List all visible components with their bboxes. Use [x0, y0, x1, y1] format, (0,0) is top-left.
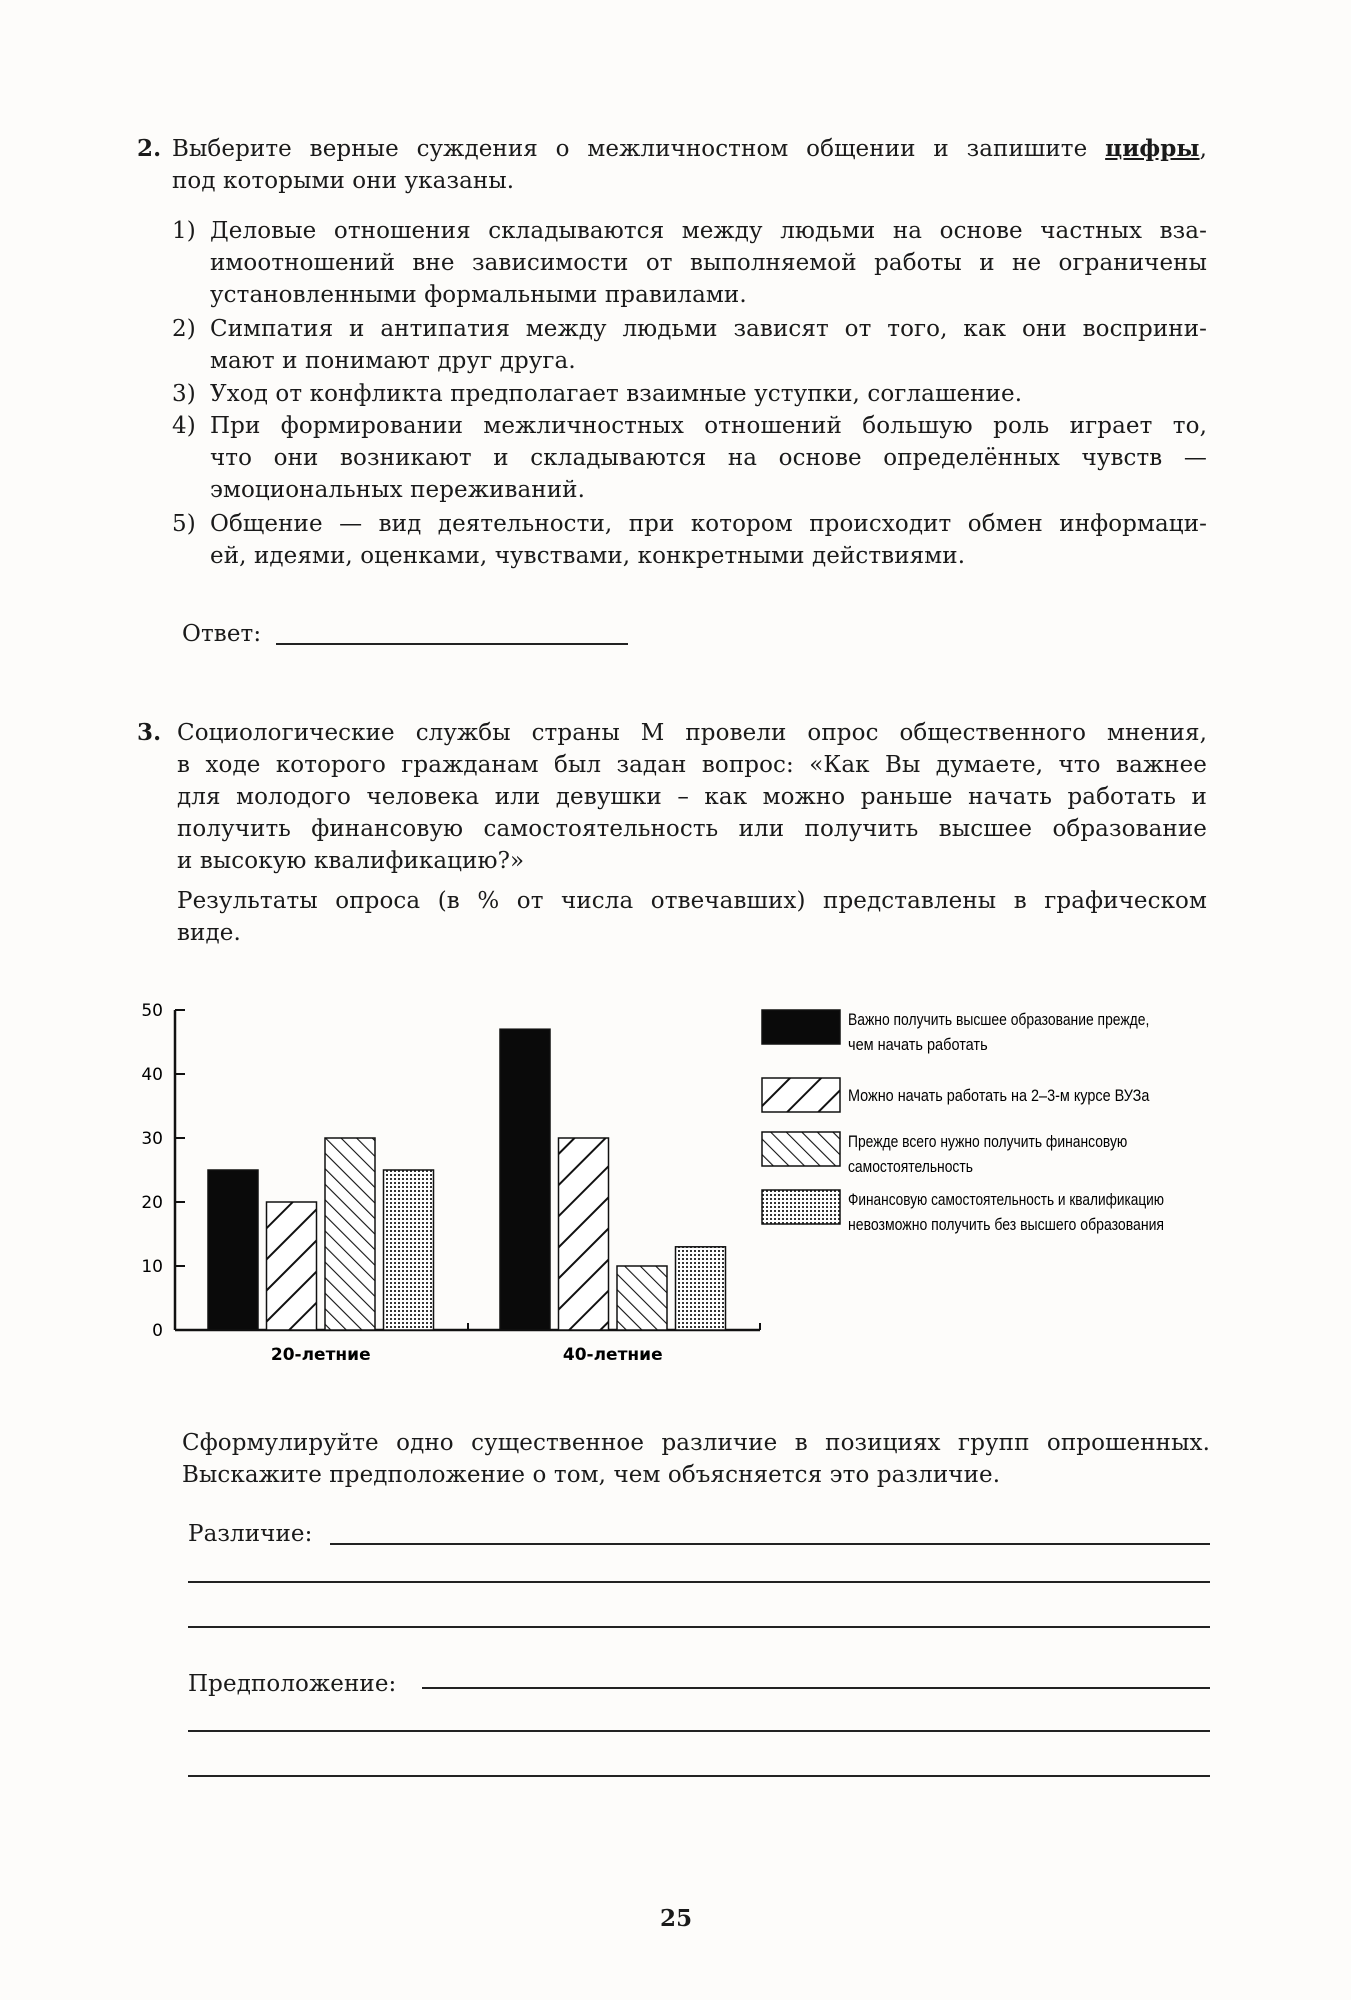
answer-label: Ответ:	[182, 621, 262, 647]
legend-label: самостоятельность	[848, 1157, 974, 1176]
option-1-line: установленными формальными правилами.	[210, 282, 747, 308]
option-number: 3)	[172, 381, 196, 407]
difference-field-line-3[interactable]	[188, 1626, 1210, 1628]
legend-label: невозможно получить без высшего образования	[848, 1215, 1165, 1234]
question-2-prompt-line2: под которыми они указаны.	[172, 168, 515, 194]
option-4-line: При формировании межличностных отношений большую роль играет то,	[210, 413, 1207, 439]
x-category-label: 40-летние	[562, 1345, 663, 1365]
difference-field-line-1[interactable]	[330, 1543, 1210, 1545]
option-5-line: Общение — вид деятельности, при котором происходит обмен информаци-	[210, 511, 1207, 537]
legend-label: Финансовую самостоятельность и квалификацию	[848, 1190, 1165, 1209]
x-category-label: 20-летние	[270, 1345, 371, 1365]
question-3-intro-line: для молодого человека или девушки – как можно раньше начать работать и	[177, 784, 1207, 810]
question-3-intro-line: в ходе которого гражданам был задан вопрос: «Как Вы думаете, что важнее	[177, 752, 1207, 778]
option-number: 4)	[172, 413, 196, 439]
assumption-label: Предположение:	[188, 1671, 397, 1697]
y-tick-label: 40	[141, 1065, 163, 1085]
option-4-line: что они возникают и складываются на основе определённых чувств —	[210, 445, 1207, 471]
question-2-prompt-comma: ,	[1199, 136, 1207, 162]
option-2-line: мают и понимают друг друга.	[210, 348, 576, 374]
y-tick-label: 0	[152, 1321, 163, 1341]
survey-bar-chart	[130, 990, 1230, 1380]
option-1-line: Деловые отношения складываются между людьми на основе частных вза-	[210, 218, 1207, 244]
question-3-results-line: Результаты опроса (в % от числа отвечавших) представлены в графическом	[177, 888, 1207, 914]
page-number: 25	[660, 1905, 693, 1932]
difference-field-line-2[interactable]	[188, 1581, 1210, 1583]
question-3-intro-line: получить финансовую самостоятельность или получить высшее образование	[177, 816, 1207, 842]
legend-label: Прежде всего нужно получить финансовую	[848, 1132, 1128, 1151]
question-2-emphasis: цифры	[1105, 135, 1200, 162]
bar-dots-40-летние	[676, 1247, 726, 1330]
question-3-intro-line: Социологические службы страны М провели опрос общественного мнения,	[177, 720, 1207, 746]
chart-legend	[762, 1010, 1164, 1234]
legend-swatch-forward-diagonal	[762, 1132, 840, 1166]
bar-solid-20-летние	[208, 1170, 258, 1330]
assumption-field-line-3[interactable]	[188, 1775, 1210, 1777]
answer-field[interactable]	[276, 643, 628, 645]
chart-bars	[208, 1029, 726, 1330]
question-2-number: 2.	[137, 135, 162, 162]
option-number: 5)	[172, 511, 196, 537]
legend-swatch-solid	[762, 1010, 840, 1044]
question-3-task-line: Сформулируйте одно существенное различие в позициях групп опрошенных.	[182, 1430, 1210, 1456]
bar-dots-20-летние	[384, 1170, 434, 1330]
legend-swatch-dots	[762, 1190, 840, 1224]
bar-back-diagonal-20-летние	[267, 1202, 317, 1330]
y-tick-label: 50	[141, 1001, 163, 1021]
question-3-results-line: виде.	[177, 920, 241, 946]
question-2-prompt-text: Выберите верные суждения о межличностном общении и запишите	[172, 136, 1088, 162]
assumption-field-line-1[interactable]	[422, 1687, 1210, 1689]
question-3-number: 3.	[137, 719, 162, 746]
option-2-line: Симпатия и антипатия между людьми зависят от того, как они восприни-	[210, 316, 1207, 342]
bar-back-diagonal-40-летние	[559, 1138, 609, 1330]
option-1-line: имоотношений вне зависимости от выполняемой работы и не ограничены	[210, 250, 1207, 276]
y-tick-label: 10	[141, 1257, 163, 1277]
legend-label: Важно получить высшее образование прежде,	[848, 1010, 1150, 1029]
option-5-line: ей, идеями, оценками, чувствами, конкретными действиями.	[210, 543, 966, 569]
bar-forward-diagonal-20-летние	[325, 1138, 375, 1330]
difference-label: Различие:	[188, 1521, 313, 1547]
bar-forward-diagonal-40-летние	[617, 1266, 667, 1330]
y-tick-label: 30	[141, 1129, 163, 1149]
bar-solid-40-летние	[500, 1029, 550, 1330]
option-3-line: Уход от конфликта предполагает взаимные уступки, соглашение.	[210, 381, 1023, 407]
option-number: 2)	[172, 316, 196, 342]
question-3-task-line: Выскажите предположение о том, чем объясняется это различие.	[182, 1462, 1001, 1488]
y-tick-label: 20	[141, 1193, 163, 1213]
legend-label: чем начать работать	[848, 1035, 988, 1054]
option-number: 1)	[172, 218, 196, 244]
option-4-line: эмоциональных переживаний.	[210, 477, 586, 503]
question-3-intro-line: и высокую квалификацию?»	[177, 848, 525, 874]
question-2-prompt	[172, 133, 1207, 165]
legend-label: Можно начать работать на 2–3-м курсе ВУЗа	[848, 1086, 1150, 1105]
assumption-field-line-2[interactable]	[188, 1730, 1210, 1732]
legend-swatch-back-diagonal	[762, 1078, 840, 1112]
